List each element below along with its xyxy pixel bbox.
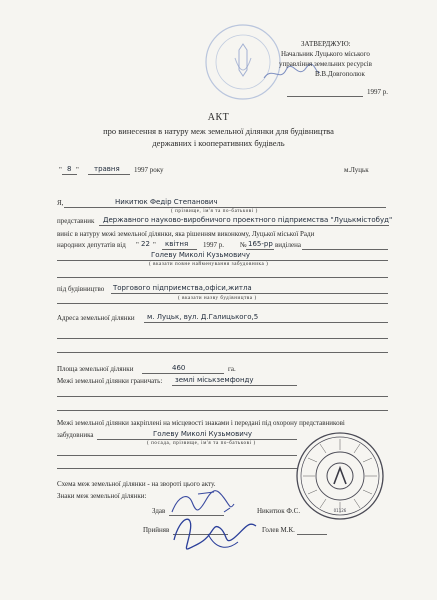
signs-text: Знаки меж земельної ділянки: xyxy=(57,492,147,500)
area-unit: га. xyxy=(228,365,236,373)
area-label: Площа земельної ділянки xyxy=(57,365,134,373)
address-label: Адреса земельної ділянки xyxy=(57,314,135,322)
accepted-name: Голев М.К. xyxy=(262,526,295,534)
ya-name: Никитюк Федір Степанович xyxy=(115,198,218,206)
deputies-prefix: народних депутатів від xyxy=(57,241,126,249)
area-value: 460 xyxy=(172,364,186,372)
svg-text:01126: 01126 xyxy=(333,508,347,513)
date-quote-close: " xyxy=(76,166,79,174)
hint-allotted: ( вказати повне найменування забудовника ) xyxy=(149,262,269,267)
fixed-text: Межі земельної ділянки закріплені на місцевості знаками і передані під охорону представникові xyxy=(57,419,345,427)
rep-label: представник xyxy=(57,217,95,225)
handed-label: Здав xyxy=(152,507,166,515)
date-month: травня xyxy=(94,165,120,173)
date-quote-open: " xyxy=(59,166,62,174)
builder-value: Голеву Миколі Кузьмовичу xyxy=(153,430,253,438)
date-city: м.Луцьк xyxy=(344,166,369,174)
approval-line-1: Начальник Луцького міського xyxy=(281,50,370,58)
hint-builder: ( посада, прізвище, ім'я та по-батькові ) xyxy=(147,441,256,446)
dep-quote-close: " xyxy=(153,241,156,249)
borders-label: Межі земельної ділянки граничать: xyxy=(57,377,163,385)
hint-purpose: ( вказати назву будівництва ) xyxy=(178,296,257,301)
dep-quote-open: " xyxy=(136,241,139,249)
approval-header: ЗАТВЕРДЖУЮ: xyxy=(301,40,351,48)
date-day: 8 xyxy=(67,165,72,173)
dep-no: 165-рр xyxy=(248,240,273,248)
dep-no-label: № xyxy=(240,241,247,249)
accepted-label: Прийняв xyxy=(143,526,170,534)
purpose-label: під будівництво xyxy=(57,285,105,293)
builder-label: забудовника xyxy=(57,431,94,439)
approval-name: В.В.Довгополюк xyxy=(315,70,365,78)
handed-name: Никитюк Ф.С. xyxy=(257,507,301,515)
dep-month: квітня xyxy=(165,240,189,248)
allotted-to: Голеву Миколі Кузьмовичу xyxy=(151,251,251,259)
approval-year: 1997 р. xyxy=(367,88,388,96)
scheme-text: Схема меж земельної ділянки - на звороті цього акту. xyxy=(57,480,216,488)
approval-line-2: управління земельних ресурсів xyxy=(279,60,372,68)
accepted-signature xyxy=(168,506,268,556)
document-subtitle-1: про винесення в натуру меж земельної ділянки для будівництва xyxy=(103,126,334,136)
dep-day: 22 xyxy=(141,240,150,248)
address-value: м. Луцьк, вул. Д.Галицького,5 xyxy=(147,313,259,321)
document-title: АКТ xyxy=(207,112,230,123)
document-subtitle-2: державних і кооперативних будівель xyxy=(152,138,285,148)
borders-value: землі міськземфонду xyxy=(175,376,254,384)
organization-seal xyxy=(294,430,386,522)
natura-text: виніс в натуру межі земельної ділянки, яка рішенням виконкому, Луцької міської Ради xyxy=(57,230,315,238)
date-year: 1997 року xyxy=(134,166,164,174)
hint-name: ( прізвище, ім'я та по-батькові ) xyxy=(171,209,258,214)
purpose-value: Торгового підприємства,офіси,житла xyxy=(113,284,252,292)
dep-year: 1997 р. xyxy=(203,241,224,249)
dep-suffix: виділена xyxy=(275,241,302,249)
ya-label: Я, xyxy=(57,199,64,207)
rep-value: Державного науково-виробничого проектного підприємства "Луцькмістобуд" xyxy=(103,216,393,224)
